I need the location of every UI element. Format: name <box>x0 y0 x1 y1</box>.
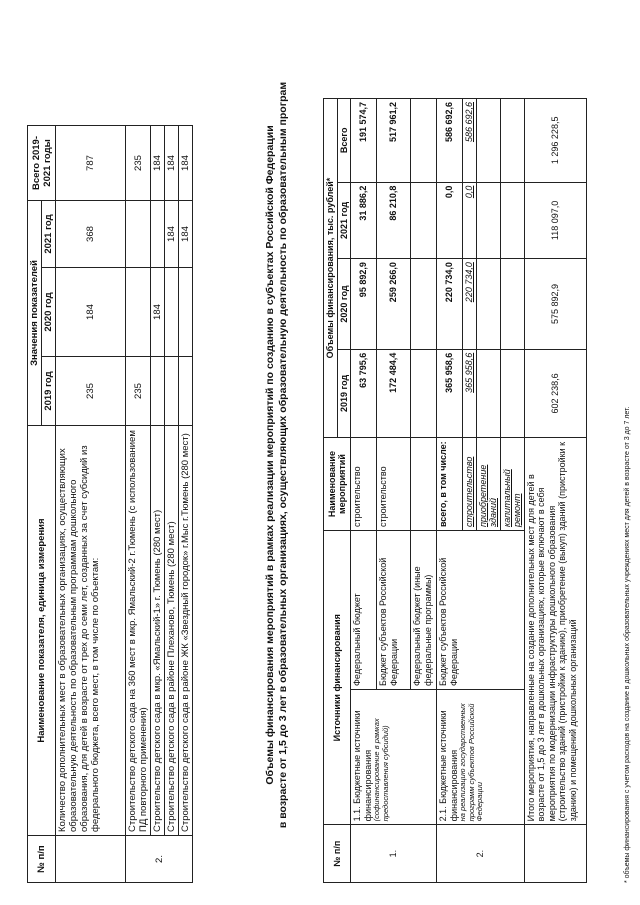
row-2021: 184 <box>179 201 193 268</box>
heading-line-1: Объемы финансирования мероприятий в рамках реализации мероприятий по созданию в субъектах Российской Федерации <box>264 125 276 785</box>
row-2021: 0,0 <box>437 182 463 259</box>
row-2019 <box>179 357 193 426</box>
row-total: 184 <box>165 126 179 201</box>
row-2021: 0,0 <box>463 182 477 259</box>
header-2020: 2020 год <box>337 259 351 350</box>
row-2021 <box>476 182 500 259</box>
row-name: Строительство детского сада в мкр. «Ямальский-1» г. Тюмень (280 мест) <box>151 426 165 836</box>
row-2020 <box>165 268 179 357</box>
header-activity: Наименование мероприятий <box>324 438 351 531</box>
header-2019: 2019 год <box>337 349 351 437</box>
row-2021: 31 886,2 <box>351 182 377 259</box>
row-name: Строительство детского сада на 360 мест в мкр. Ямальский-2 г.Тюмень (с использованием ПД повторного применения) <box>126 426 151 836</box>
row-2020: 575 892,9 <box>524 259 586 350</box>
row-activity: всего, в том числе: <box>437 438 463 531</box>
row-num: 1. <box>351 825 437 883</box>
section-note: (софинансирование в рамках предоставления субсидий) <box>372 718 390 822</box>
row-2021 <box>500 182 524 259</box>
table-header-row <box>28 126 42 883</box>
row-total: 787 <box>56 126 126 201</box>
row-activity: строительство <box>463 438 477 531</box>
table-row <box>437 99 463 883</box>
section-title <box>351 689 437 824</box>
section-note: на реализацию государственных программ субъектов Российской Федерации <box>458 703 484 822</box>
table-row <box>151 126 165 883</box>
row-name: Строительство детского сада в районе ЖК «Звездный городок» г.Мыс г.Тюмень (280 мест) <box>179 426 193 836</box>
section-title <box>437 689 525 824</box>
row-2020 <box>476 259 500 350</box>
header-total: Всего 2019-2021 годы <box>28 126 56 201</box>
row-2020: 184 <box>151 268 165 357</box>
row-2021 <box>126 201 151 268</box>
row-source: Бюджет субъектов Российской Федерации <box>437 531 525 690</box>
row-total: 517 961,2 <box>377 99 411 183</box>
row-2020 <box>126 268 151 357</box>
table-header-row <box>324 99 338 883</box>
row-2020: 95 892,9 <box>351 259 377 350</box>
row-activity: приобретение зданий <box>476 438 500 531</box>
header-sources: Источники финансирования <box>324 531 351 825</box>
header-2020: 2020 год <box>42 268 56 357</box>
row-source: Федеральный бюджет <box>351 531 377 690</box>
row-num: 2. <box>437 825 525 883</box>
row-total: 1 296 228,5 <box>524 99 586 183</box>
row-total <box>500 99 524 183</box>
header-2019: 2019 год <box>42 357 56 426</box>
table-row <box>165 126 179 883</box>
row-2021 <box>151 201 165 268</box>
row-2020 <box>179 268 193 357</box>
header-total: Всего <box>337 99 351 183</box>
table-row <box>56 126 126 883</box>
row-2019 <box>411 349 437 437</box>
row-2021: 368 <box>56 201 126 268</box>
summary-row <box>524 99 586 883</box>
row-2019: 602 238,6 <box>524 349 586 437</box>
row-2020: 184 <box>56 268 126 357</box>
row-2021 <box>411 182 437 259</box>
table-row <box>179 126 193 883</box>
header-num: № п/п <box>324 825 351 883</box>
row-total: 586 692,6 <box>437 99 463 183</box>
row-name: Количество дополнительных мест в образовательных организациях, осуществляющих образовательную деятельность по образовательным программам дошкольного образования, для детей в возрасте от трех до семи лет, созданных за счет субсидий из федерального бюджета, всего мест, в том числе по объектам: <box>56 426 126 836</box>
header-num: № п/п <box>28 836 56 883</box>
row-name: Строительство детского сада в районе Плеханово, Тюмень (280 мест) <box>165 426 179 836</box>
row-total: 586 692,6 <box>463 99 477 183</box>
row-2019: 172 484,4 <box>377 349 411 437</box>
row-activity: капитальный ремонт <box>500 438 524 531</box>
row-source: Бюджет субъектов Российской Федерации <box>377 531 411 690</box>
table-row <box>126 126 151 883</box>
row-num <box>524 825 586 883</box>
row-total: 191 574,7 <box>351 99 377 183</box>
row-2019: 235 <box>126 357 151 426</box>
row-2020: 220 734,0 <box>437 259 463 350</box>
row-2021: 86 210,8 <box>377 182 411 259</box>
row-total: 184 <box>179 126 193 201</box>
row-2020: 220 734,0 <box>463 259 477 350</box>
financing-table <box>323 98 587 883</box>
row-2020 <box>411 259 437 350</box>
row-num: 2. <box>126 836 193 883</box>
row-2019 <box>500 349 524 437</box>
row-2021: 118 097,0 <box>524 182 586 259</box>
heading-line-2: в возрасте от 1,5 до 3 лет в образовательных организациях, осуществляющих образовательную деятельность по образовательным програм <box>277 81 289 829</box>
indicators-table <box>27 125 193 883</box>
header-2021: 2021 год <box>42 201 56 268</box>
row-activity: строительство <box>377 438 411 531</box>
row-source: Федеральный бюджет (иные федеральные программы) <box>411 531 437 690</box>
summary-text: Итого мероприятия, направленные на создание дополнительных мест для детей в возрасте от 1,5 до 3 лет в дошкольных организациях, которые включают в себя мероприятия по модернизации инфраструктуры дошкольного образования (строительство зданий (пристройки к зданию), приобретение (выкуп) зданий (пристройки к зданию) и помещений дошкольных организаций <box>524 438 586 825</box>
row-2019: 63 795,6 <box>351 349 377 437</box>
row-2019 <box>476 349 500 437</box>
header-volumes: Объемы финансирования, тыс. рублей* <box>324 99 338 438</box>
table-row <box>351 99 377 883</box>
row-2020: 259 266,0 <box>377 259 411 350</box>
header-2021: 2021 год <box>337 182 351 259</box>
row-2021: 184 <box>165 201 179 268</box>
section-title-text: 1.1. Бюджетные источники финансирования <box>352 710 373 822</box>
header-values-group: Значения показателей <box>28 201 42 426</box>
section-heading <box>264 25 290 885</box>
row-total <box>476 99 500 183</box>
footnote: * объемы финансирования с учетом расходов на создание в дошкольных образовательных учреждениях мест для детей в возрасте от 3 до 7 лет. <box>624 406 631 883</box>
row-2019: 365 958,6 <box>437 349 463 437</box>
header-name: Наименование показателя, единица измерения <box>28 426 56 836</box>
row-2020 <box>500 259 524 350</box>
row-2019: 365 958,6 <box>463 349 477 437</box>
row-total <box>411 99 437 183</box>
row-activity: строительство <box>351 438 377 531</box>
row-activity <box>411 438 437 531</box>
row-num <box>56 836 126 883</box>
row-2019 <box>151 357 165 426</box>
row-2019: 235 <box>56 357 126 426</box>
row-total: 235 <box>126 126 151 201</box>
row-total: 184 <box>151 126 165 201</box>
section-title-text: 2.1. Бюджетные источники финансирования <box>438 710 459 822</box>
row-2019 <box>165 357 179 426</box>
